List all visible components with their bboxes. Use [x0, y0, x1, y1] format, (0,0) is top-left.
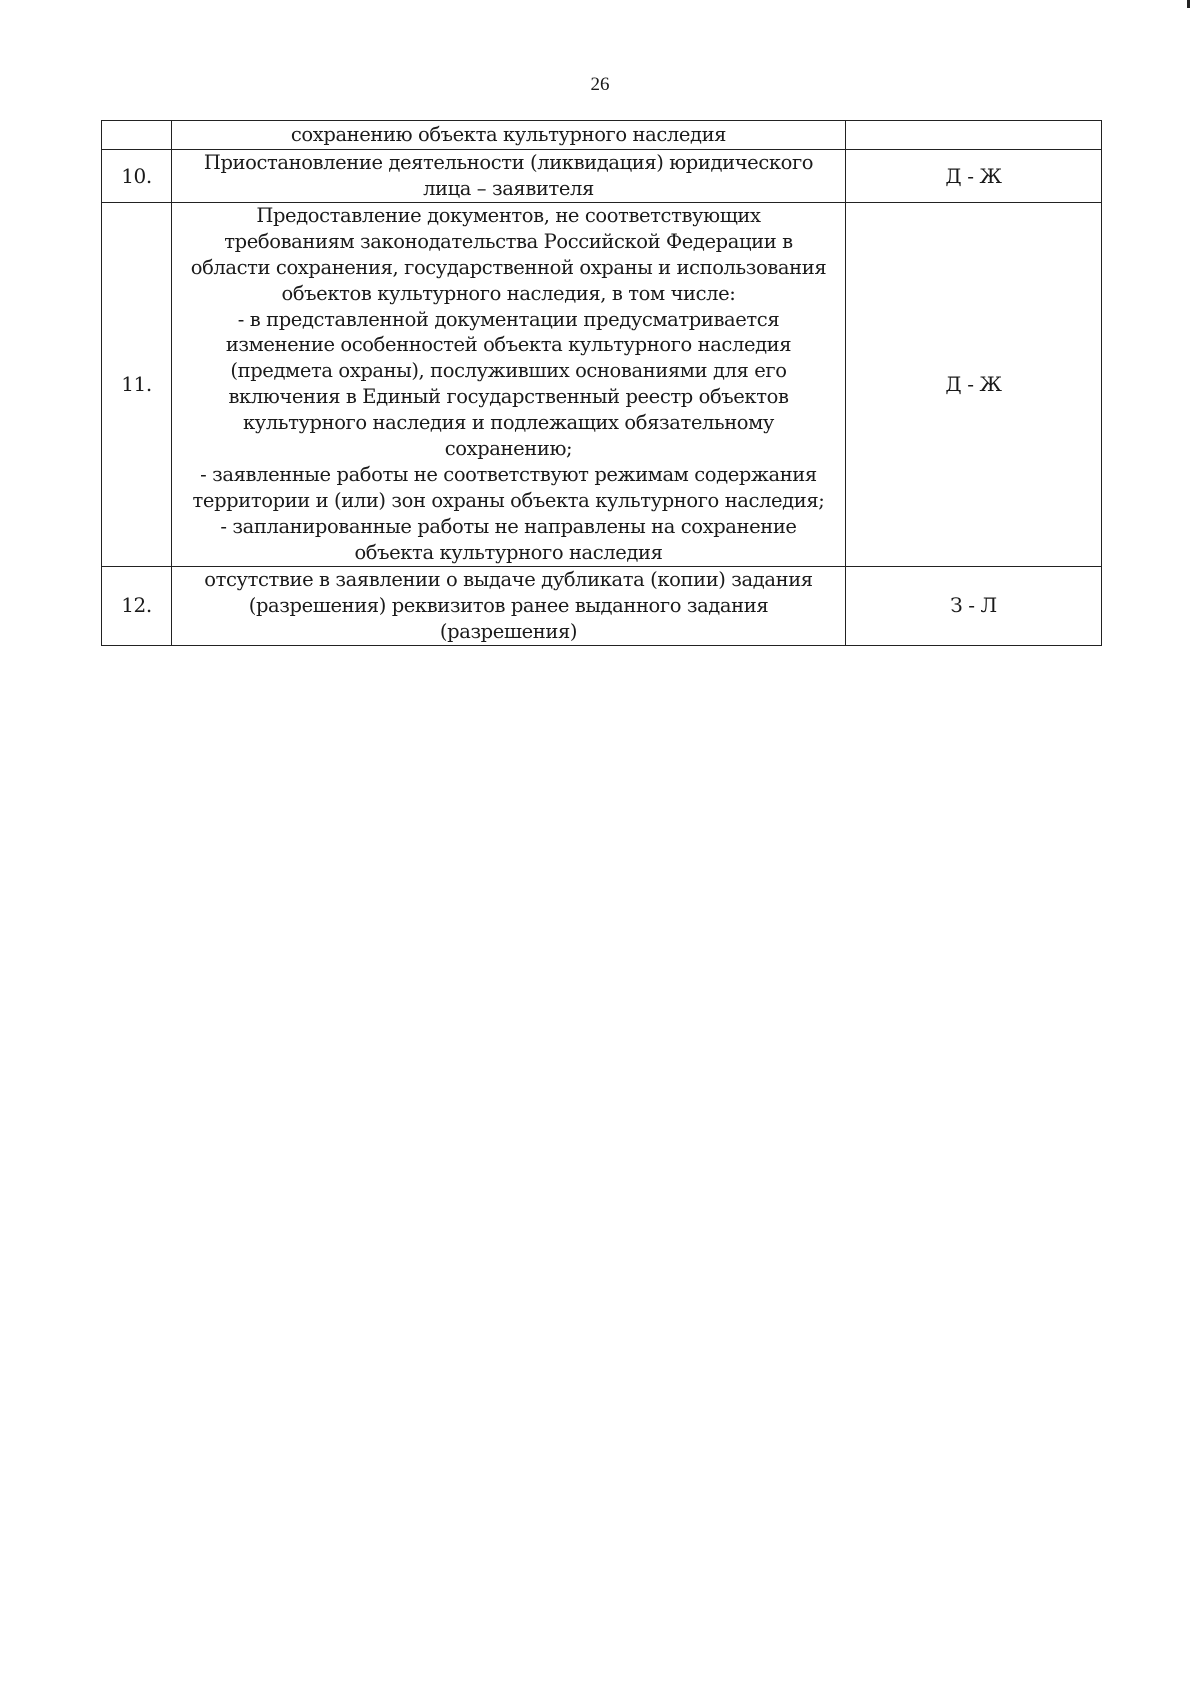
description-line: отсутствие в заявлении о выдаче дубликата (копии) задания: [204, 567, 813, 591]
description-line: территории и (или) зон охраны объекта культурного наследия;: [192, 488, 825, 512]
row-number: 11.: [102, 202, 172, 566]
description-line: сохранению;: [444, 437, 573, 461]
row-number: [102, 121, 172, 150]
description-line: Приостановление деятельности (ликвидация) юридического: [203, 151, 814, 174]
row-code: Д - Ж: [846, 202, 1102, 566]
row-number: 12.: [102, 566, 172, 645]
row-number: 10.: [102, 150, 172, 203]
description-line: культурного наследия и подлежащих обязательному: [243, 411, 774, 435]
row-code: З - Л: [846, 566, 1102, 645]
table-row: [102, 202, 1102, 566]
description-line: объектов культурного наследия, в том числе:: [281, 281, 736, 305]
description-line: сохранению объекта культурного наследия: [290, 123, 727, 147]
row-code: [846, 121, 1102, 150]
row-description: [172, 121, 846, 150]
refusal-grounds-table: [101, 120, 1102, 646]
row-code: Д - Ж: [846, 150, 1102, 203]
description-line: включения в Единый государственный реестр объектов: [228, 385, 789, 409]
table-row: [102, 150, 1102, 203]
table-row: [102, 566, 1102, 645]
page-number: 26: [590, 74, 610, 95]
description-line: изменение особенностей объекта культурного наследия: [225, 333, 792, 357]
description-line: лица – заявителя: [423, 176, 594, 200]
description-line: (разрешения): [439, 619, 578, 643]
description-line: - в представленной документации предусматривается: [237, 307, 780, 331]
description-line: объекта культурного наследия: [354, 540, 663, 564]
description-line: - запланированные работы не направлены на сохранение: [220, 514, 797, 538]
row-description: [172, 150, 846, 203]
description-line: (предмета охраны), послуживших основаниями для его: [230, 359, 787, 383]
table-row: [102, 121, 1102, 150]
description-line: (разрешения) реквизитов ранее выданного задания: [248, 593, 769, 617]
description-line: - заявленные работы не соответствуют режимам содержания: [200, 463, 817, 487]
scan-edge-mark: [1187, 0, 1190, 8]
row-description: [172, 566, 846, 645]
description-line: требованиям законодательства Российской Федерации в: [224, 229, 793, 253]
description-line: области сохранения, государственной охраны и использования: [190, 255, 827, 279]
row-description: [172, 202, 846, 566]
description-line: Предоставление документов, не соответствующих: [256, 203, 761, 227]
